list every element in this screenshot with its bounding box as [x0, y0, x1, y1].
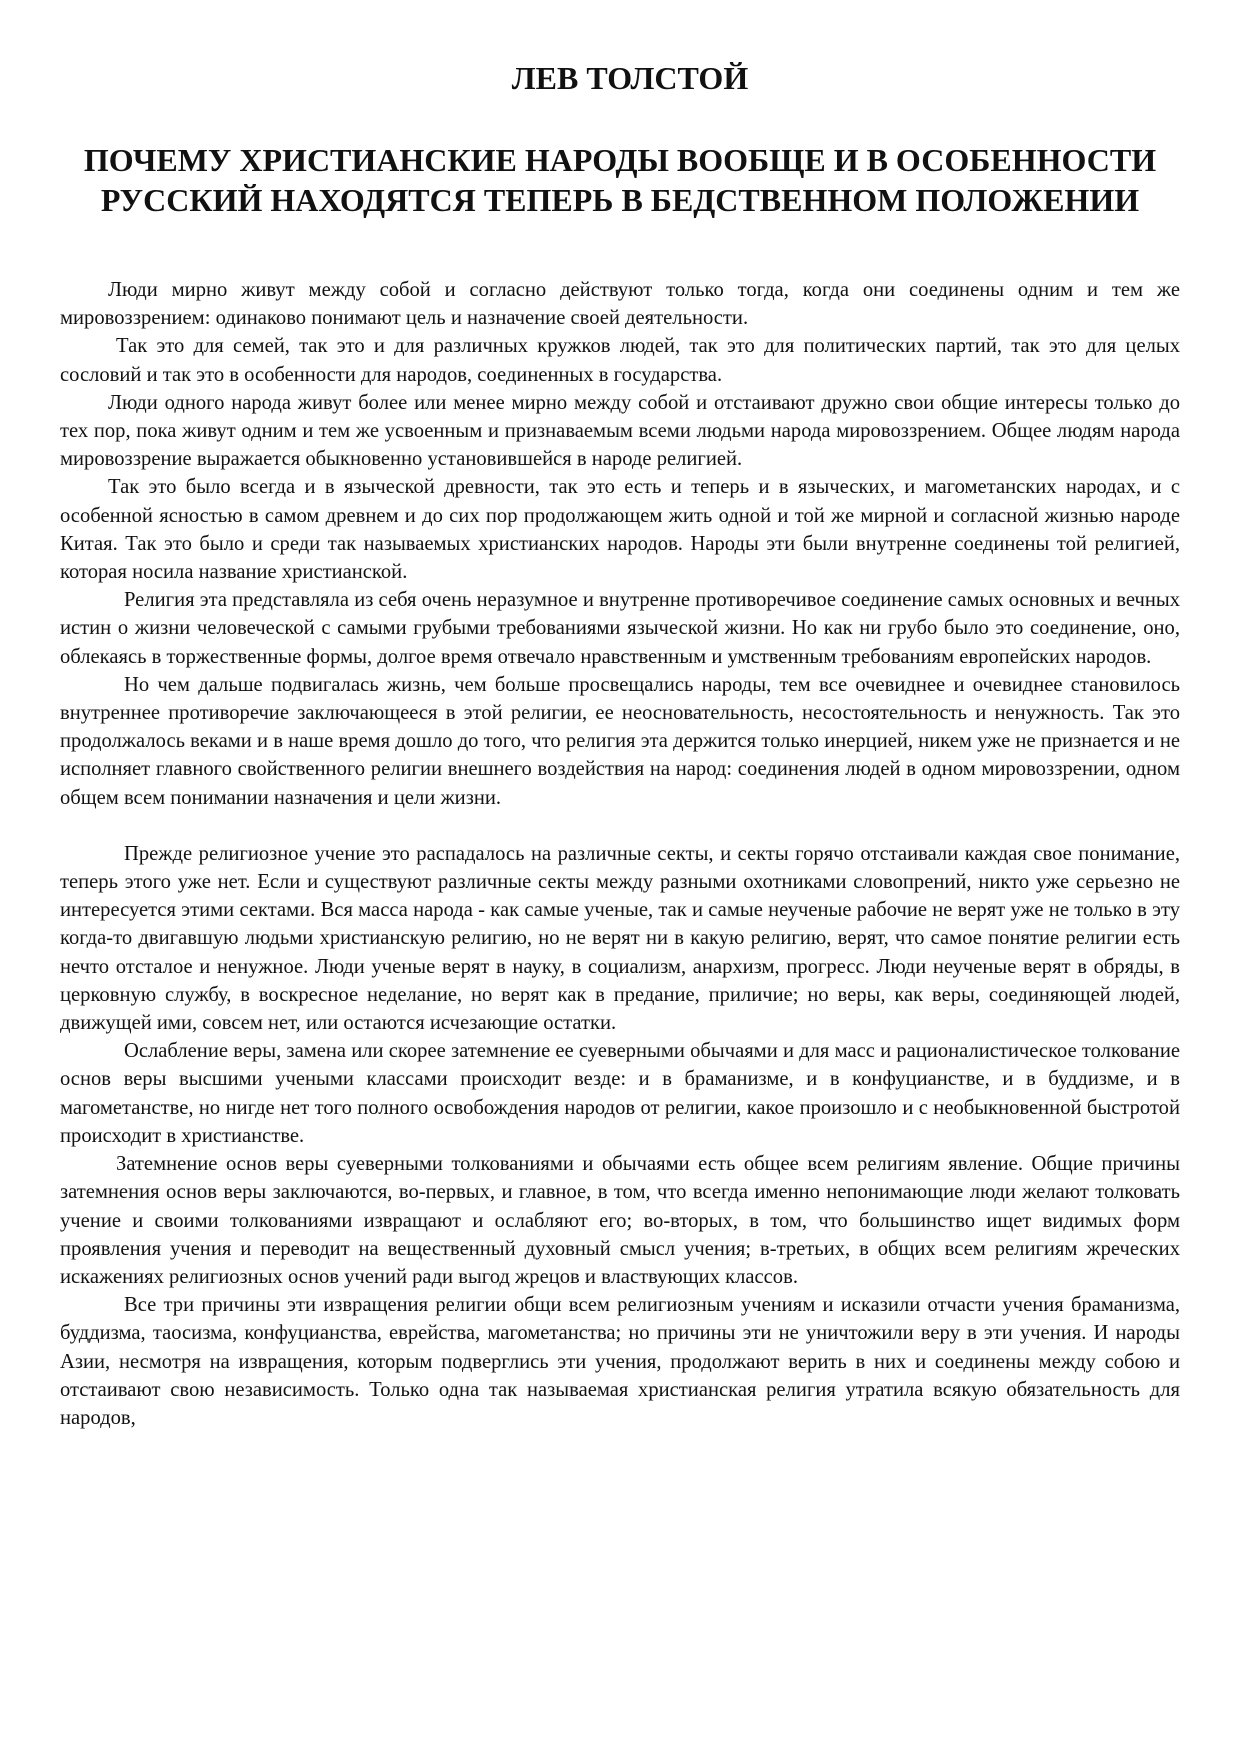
- paragraph: Так это для семей, так это и для различных кружков людей, так это для политических партий, так это для целых сословий и так это в особенности для народов, соединенных в государства.: [60, 335, 1180, 386]
- paragraph: Люди мирно живут между собой и согласно действуют только тогда, когда они соединены одним и тем же мировоззрением: одинаково понимают цель и назначение своей деятельности.: [60, 279, 1180, 330]
- paragraph: Ослабление веры, замена или скорее затемнение ее суеверными обычаями и для масс и рационалистическое толкование основ веры высшими учеными классами происходит везде: и в браманизме, и в конфуцианстве, и в буддизме, и в магометанстве, но нигде нет того полного освобождения народов от религии, какое произошло и с необыкновенной быстротой происходит в христианстве.: [60, 1040, 1180, 1147]
- paragraph: Религия эта представляла из себя очень неразумное и внутренне противоречивое соединение самых основных и вечных истин о жизни человеческой с самыми грубыми требованиями языческой жизни. Но как ни грубо было это соединение, оно, облекаясь в торжественные формы, долгое время отвечало нравственным и умственным требованиям европейских народов.: [60, 589, 1180, 668]
- document-body: [60, 276, 1180, 1432]
- paragraph: Люди одного народа живут более или менее мирно между собой и отстаивают дружно свои общие интересы только до тех пор, пока живут одним и тем же усвоенным и признаваемым всеми людьми народа мировоззрением. Общее людям народа мировоззрение выражается обыкновенно установившейся в народе религией.: [60, 391, 1180, 471]
- author-name: ЛЕВ ТОЛСТОЙ: [511, 60, 749, 96]
- paragraph: Прежде религиозное учение это распадалось на различные секты, и секты горячо отстаивали каждая свое понимание, теперь этого уже нет. Если и существуют различные секты между разными охотниками словопрений, никто уже серьезно не интересуется этими сектами. Вся масса народа - как самые ученые, так и самые неученые рабочие не верят уже не только в эту когда-то двигавшую людьми христианскую религию, но не верят ни в какую религию, верят, что самое понятие религии есть нечто отсталое и ненужное. Люди ученые верят в науку, в социализм, анархизм, прогресс. Люди неученые верят в обряды, в церковную службу, в воскресное неделание, но верят как в предание, приличие; но веры, как веры, соединяющей людей, движущей ими, совсем нет, или остаются исчезающие остатки.: [60, 842, 1180, 1035]
- paragraph: Но чем дальше подвигалась жизнь, чем больше просвещались народы, тем все очевиднее и очевиднее становилось внутреннее противоречие заключающееся в этой религии, ее неосновательность, несостоятельность и ненужность. Так это продолжалось веками и в наше время дошло до того, что религия эта держится только инерцией, никем уже не признается и не исполняет главного свойственного религии внешнего воздействия на народ: соединения людей в одном мировоззрении, одном общем всем понимании назначения и цели жизни.: [60, 673, 1180, 809]
- paragraph: Все три причины эти извращения религии общи всем религиозным учениям и исказили отчасти учения браманизма, буддизма, таосизма, конфуцианства, еврейства, магометанства; но причины эти не уничтожили веру в эти учения. И народы Азии, несмотря на извращения, которым подверглись эти учения, продолжают верить в них и соединены между собою и отстаивают свою независимость. Только одна так называемая христианская религия утратила всякую обязательность для народов,: [60, 1294, 1180, 1429]
- document-title: ПОЧЕМУ ХРИСТИАНСКИЕ НАРОДЫ ВООБЩЕ И В ОСОБЕННОСТИ РУССКИЙ НАХОДЯТСЯ ТЕПЕРЬ В БЕДСТВЕННОМ ПОЛОЖЕНИИ: [83, 142, 1157, 218]
- paragraph: Затемнение основ веры суеверными толкованиями и обычаями есть общее всем религиям явление. Общие причины затемнения основ веры заключаются, во-первых, и главное, в том, что всегда именно непонимающие люди желают толковать учение и своими толкованиями извращают и ослабляют его; во-вторых, в том, что большинство ищет видимых форм проявления учения и переводит на вещественный духовный смысл учения; в-третьих, в общих всем религиям жреческих искажениях религиозных основ учений ради выгод жрецов и властвующих классов.: [60, 1153, 1180, 1288]
- paragraph: Так это было всегда и в языческой древности, так это есть и теперь и в языческих, и магометанских народах, и с особенной ясностью в самом древнем и до сих пор продолжающем жить одной и той же мирной и согласной жизнью народе Китая. Так это было и среди так называемых христианских народов. Народы эти были внутренне соединены той религией, которая носила название христианской.: [60, 476, 1180, 584]
